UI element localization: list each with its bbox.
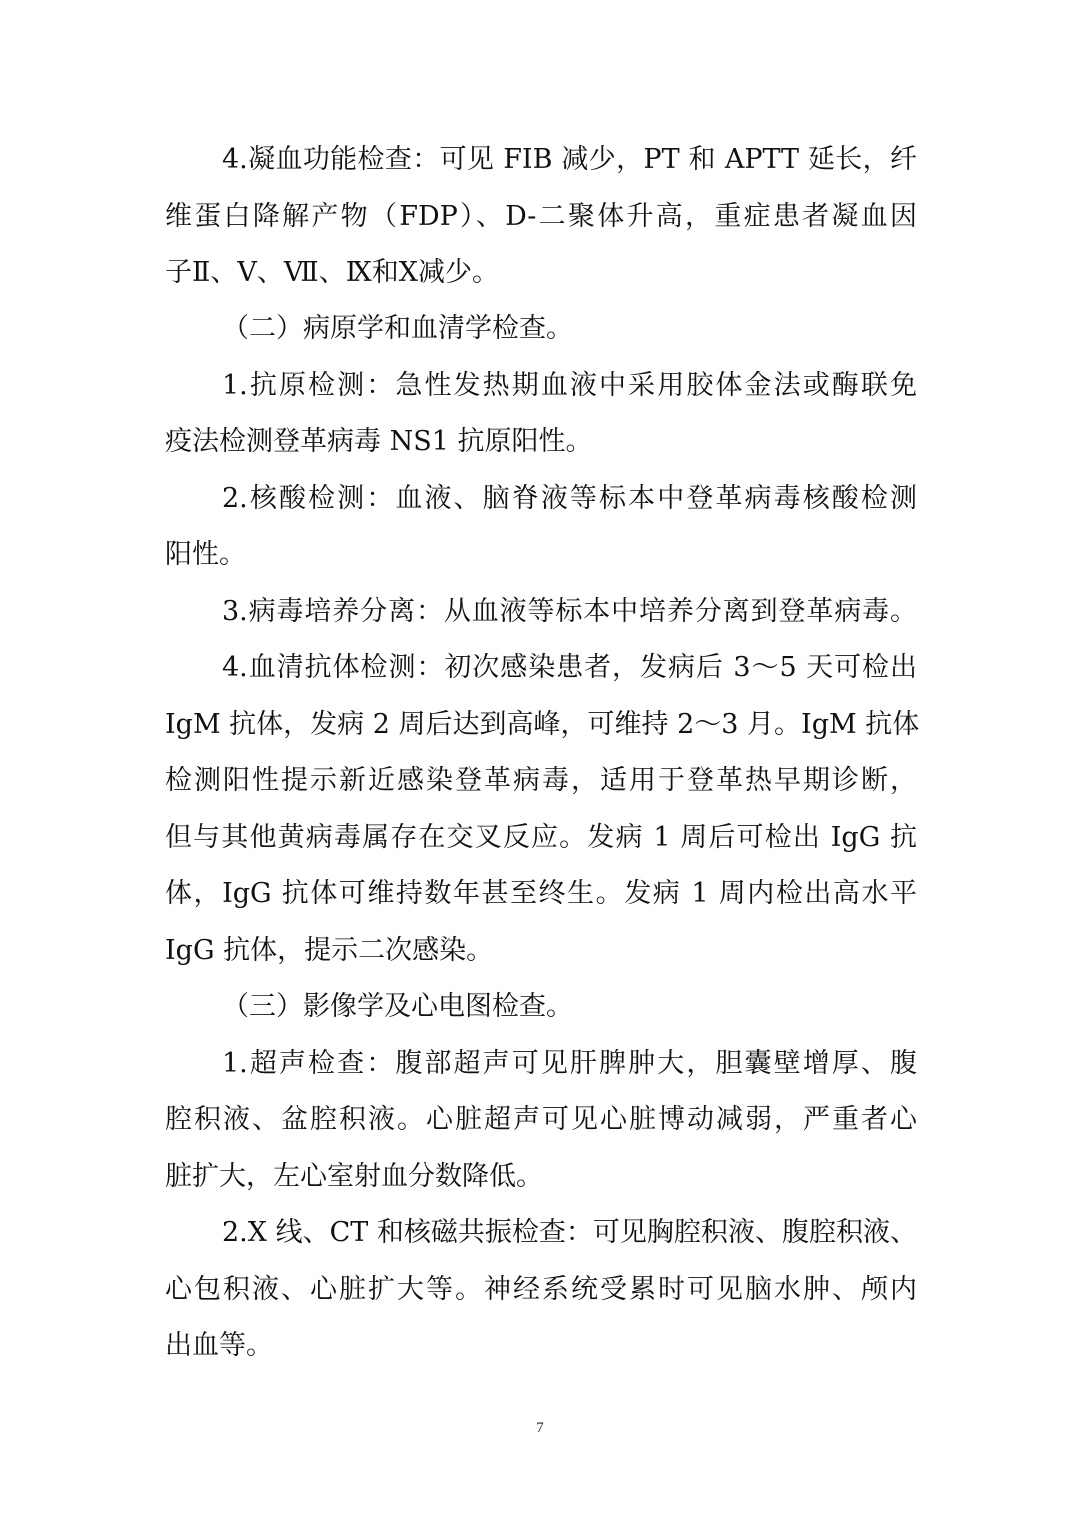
text-line: 2.核酸检测：血液、脑脊液等标本中登革病毒核酸检测 <box>222 483 917 514</box>
text-line: 子Ⅱ、Ⅴ、Ⅶ、Ⅸ和Ⅹ减少。 <box>165 257 499 288</box>
text-line: 3.病毒培养分离：从血液等标本中培养分离到登革病毒。 <box>222 596 917 627</box>
text-line: 阳性。 <box>165 539 246 570</box>
text-line: 4.血清抗体检测：初次感染患者，发病后 3～5 天可检出 <box>222 652 917 683</box>
text-line: IgG 抗体，提示二次感染。 <box>165 935 494 966</box>
text-line: 4.凝血功能检查：可见 FIB 减少，PT 和 APTT 延长，纤 <box>222 144 917 175</box>
text-line: 1.抗原检测：急性发热期血液中采用胶体金法或酶联免 <box>222 370 917 401</box>
section-heading: （三）影像学及心电图检查。 <box>222 991 573 1022</box>
page-number: 7 <box>536 1420 544 1436</box>
text-line: 体，IgG 抗体可维持数年甚至终生。发病 1 周内检出高水平 <box>165 878 917 909</box>
text-line: 1.超声检查：腹部超声可见肝脾肿大，胆囊壁增厚、腹 <box>222 1048 917 1079</box>
text-line: IgM 抗体，发病 2 周后达到高峰，可维持 2～3 月。IgM 抗体 <box>165 709 920 740</box>
text-line: 腔积液、盆腔积液。心脏超声可见心脏博动减弱，严重者心 <box>165 1104 917 1135</box>
text-line: 出血等。 <box>165 1330 273 1361</box>
text-line: 疫法检测登革病毒 NS1 抗原阳性。 <box>165 426 593 457</box>
text-line: 但与其他黄病毒属存在交叉反应。发病 1 周后可检出 IgG 抗 <box>165 822 917 853</box>
text-line: 维蛋白降解产物（FDP）、D-二聚体升高，重症患者凝血因 <box>165 201 917 232</box>
section-heading: （二）病原学和血清学检查。 <box>222 313 573 344</box>
text-line: 心包积液、心脏扩大等。神经系统受累时可见脑水肿、颅内 <box>165 1274 917 1305</box>
text-line: 检测阳性提示新近感染登革病毒，适用于登革热早期诊断， <box>165 765 917 796</box>
text-line: 脏扩大，左心室射血分数降低。 <box>165 1161 543 1192</box>
text-line: 2.X 线、CT 和核磁共振检查：可见胸腔积液、腹腔积液、 <box>222 1217 917 1248</box>
